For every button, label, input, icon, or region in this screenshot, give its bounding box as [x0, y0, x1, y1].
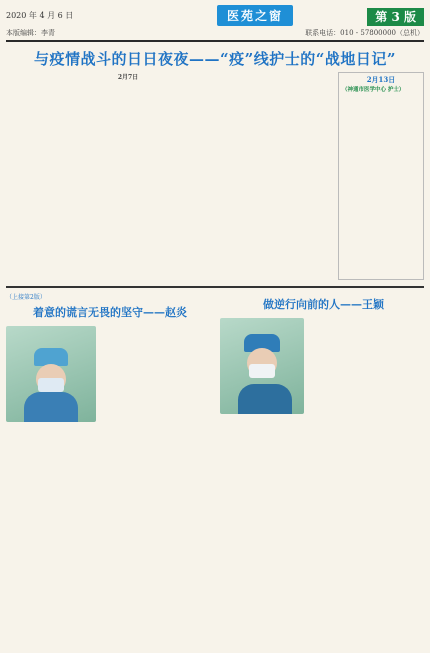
issue-date: 2020 年 4 月 6 日: [6, 10, 74, 20]
right-article-title: 做逆行向前的人——王颖: [263, 298, 384, 311]
continued-tag: （上接第2版）: [6, 294, 46, 301]
nurse-portrait-photo: [220, 318, 304, 414]
page-number-badge: 第 3 版: [367, 8, 424, 26]
section-divider: [6, 286, 424, 288]
top-headline: 与疫情战斗的日日夜夜——“疫”线护士的“战地日记”: [33, 50, 396, 68]
sidebox-credit: （神通市医学中心 护士）: [342, 87, 405, 93]
diary-sidebox: [338, 72, 424, 280]
poem-block: [336, 318, 424, 417]
article-column: [172, 72, 250, 280]
left-article-title: 着意的谎言无畏的坚守——赵炎: [33, 306, 187, 319]
left-article-body-a: [102, 326, 214, 425]
masthead-subbar: [6, 26, 424, 42]
column-subhead: 2月7日: [117, 74, 139, 81]
article-column: [255, 72, 333, 280]
article-column: [6, 72, 84, 280]
left-article: [6, 292, 214, 644]
masthead: [6, 4, 424, 26]
right-article-body-a: [316, 318, 330, 417]
bottom-section: [6, 292, 424, 644]
right-article: [220, 292, 424, 644]
section-title: 医苑之窗: [217, 5, 293, 26]
top-article: [6, 72, 424, 280]
contact-phone: 联系电话：010 - 57800000（总机）: [305, 29, 424, 37]
article-column: [89, 72, 167, 280]
right-article-body-b: [220, 421, 424, 653]
left-article-body-b: [6, 429, 214, 575]
nurse-portrait-photo: [6, 326, 96, 422]
sidebox-title: 2月13日: [366, 75, 396, 84]
editor-credit: 本版编辑：李青: [6, 29, 55, 37]
